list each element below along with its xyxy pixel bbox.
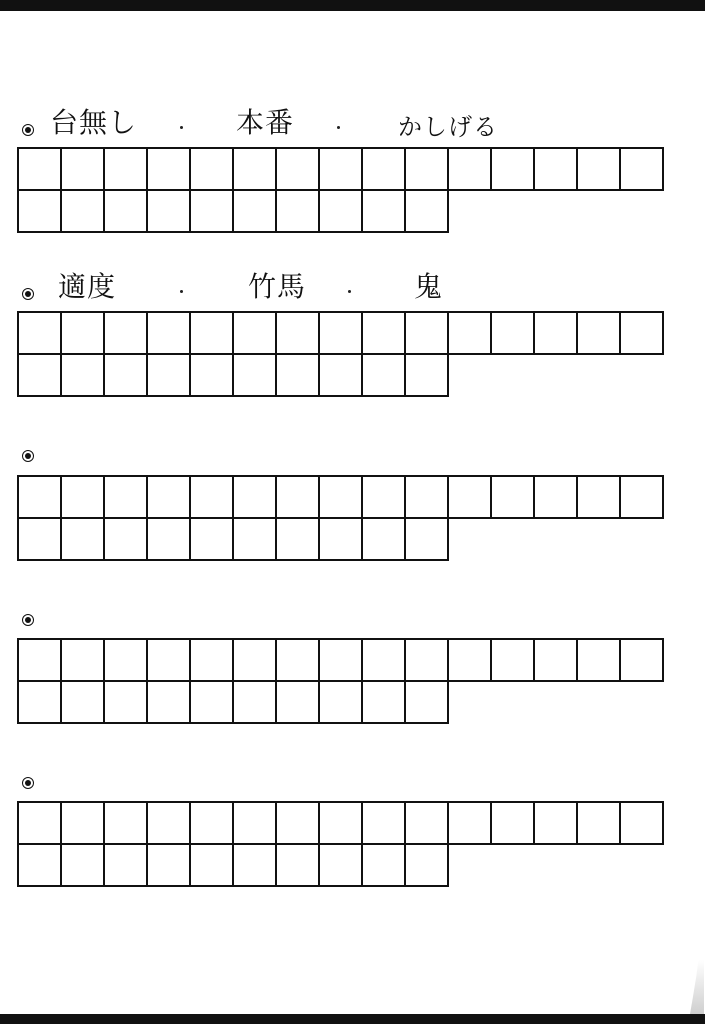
writing-cell[interactable] (363, 355, 406, 397)
writing-cell[interactable] (62, 313, 105, 355)
writing-cell[interactable] (535, 313, 578, 355)
writing-grid-row[interactable] (17, 843, 449, 887)
writing-cell[interactable] (277, 682, 320, 724)
writing-cell[interactable] (320, 477, 363, 519)
writing-cell[interactable] (105, 477, 148, 519)
writing-cell[interactable] (320, 355, 363, 397)
writing-cell[interactable] (320, 682, 363, 724)
writing-cell[interactable] (621, 640, 664, 682)
writing-cell[interactable] (621, 313, 664, 355)
writing-cell[interactable] (234, 640, 277, 682)
writing-cell[interactable] (19, 519, 62, 561)
bullet-icon (22, 450, 34, 462)
writing-cell[interactable] (105, 640, 148, 682)
writing-cell[interactable] (578, 803, 621, 845)
writing-cell[interactable] (105, 803, 148, 845)
writing-cell[interactable] (191, 682, 234, 724)
word-prompt: 本番 (236, 106, 295, 139)
writing-cell[interactable] (19, 682, 62, 724)
writing-cell[interactable] (62, 803, 105, 845)
writing-cell[interactable] (578, 313, 621, 355)
writing-cell[interactable] (234, 519, 277, 561)
writing-cell[interactable] (62, 519, 105, 561)
writing-cell[interactable] (191, 355, 234, 397)
writing-cell[interactable] (406, 519, 449, 561)
bullet-icon (22, 288, 34, 300)
writing-cell[interactable] (320, 149, 363, 191)
word-prompt: かしげる (398, 113, 498, 141)
scan-bottom-edge (0, 1014, 705, 1024)
writing-cell[interactable] (320, 803, 363, 845)
writing-cell[interactable] (234, 803, 277, 845)
writing-cell[interactable] (105, 682, 148, 724)
writing-cell[interactable] (105, 313, 148, 355)
writing-cell[interactable] (148, 313, 191, 355)
writing-cell[interactable] (535, 640, 578, 682)
writing-cell[interactable] (277, 477, 320, 519)
writing-cell[interactable] (621, 149, 664, 191)
writing-cell[interactable] (621, 477, 664, 519)
bullet-icon (22, 777, 34, 789)
writing-cell[interactable] (191, 519, 234, 561)
writing-cell[interactable] (449, 477, 492, 519)
writing-grid-row[interactable] (17, 311, 664, 355)
writing-cell[interactable] (62, 149, 105, 191)
writing-cell[interactable] (234, 845, 277, 887)
writing-cell[interactable] (277, 149, 320, 191)
writing-cell[interactable] (234, 149, 277, 191)
writing-grid-row[interactable] (17, 353, 449, 397)
word-prompt: 適度 (58, 270, 117, 303)
writing-cell[interactable] (191, 640, 234, 682)
writing-grid-row[interactable] (17, 147, 664, 191)
writing-cell[interactable] (277, 845, 320, 887)
bullet-icon (22, 124, 34, 136)
writing-cell[interactable] (363, 191, 406, 233)
writing-cell[interactable] (191, 845, 234, 887)
writing-cell[interactable] (62, 845, 105, 887)
writing-cell[interactable] (148, 149, 191, 191)
writing-grid-row[interactable] (17, 189, 449, 233)
writing-cell[interactable] (105, 519, 148, 561)
writing-cell[interactable] (492, 149, 535, 191)
writing-cell[interactable] (105, 355, 148, 397)
writing-cell[interactable] (191, 313, 234, 355)
writing-cell[interactable] (234, 682, 277, 724)
writing-cell[interactable] (19, 477, 62, 519)
writing-cell[interactable] (148, 477, 191, 519)
page-curl-shadow (690, 960, 704, 1014)
writing-cell[interactable] (148, 803, 191, 845)
word-prompt: 台無し (50, 106, 138, 139)
writing-cell[interactable] (191, 477, 234, 519)
writing-cell[interactable] (19, 640, 62, 682)
writing-cell[interactable] (62, 682, 105, 724)
writing-cell[interactable] (406, 640, 449, 682)
writing-cell[interactable] (406, 803, 449, 845)
scan-top-edge (0, 0, 705, 11)
writing-cell[interactable] (535, 477, 578, 519)
writing-cell[interactable] (320, 640, 363, 682)
writing-cell[interactable] (234, 191, 277, 233)
writing-cell[interactable] (449, 149, 492, 191)
writing-cell[interactable] (449, 640, 492, 682)
writing-cell[interactable] (449, 313, 492, 355)
writing-cell[interactable] (363, 313, 406, 355)
writing-cell[interactable] (19, 313, 62, 355)
writing-cell[interactable] (191, 191, 234, 233)
writing-grid-row[interactable] (17, 801, 664, 845)
writing-grid-row[interactable] (17, 680, 449, 724)
writing-cell[interactable] (277, 191, 320, 233)
writing-cell[interactable] (19, 149, 62, 191)
writing-cell[interactable] (105, 191, 148, 233)
writing-cell[interactable] (19, 355, 62, 397)
writing-cell[interactable] (234, 313, 277, 355)
writing-cell[interactable] (19, 845, 62, 887)
separator-dot (348, 290, 351, 293)
writing-cell[interactable] (148, 682, 191, 724)
writing-cell[interactable] (277, 313, 320, 355)
writing-cell[interactable] (406, 355, 449, 397)
writing-cell[interactable] (406, 477, 449, 519)
writing-cell[interactable] (363, 477, 406, 519)
writing-cell[interactable] (234, 477, 277, 519)
writing-cell[interactable] (578, 477, 621, 519)
writing-cell[interactable] (62, 640, 105, 682)
writing-grid-row[interactable] (17, 517, 449, 561)
writing-cell[interactable] (19, 803, 62, 845)
writing-cell[interactable] (406, 313, 449, 355)
writing-grid-row[interactable] (17, 638, 664, 682)
writing-cell[interactable] (320, 519, 363, 561)
writing-cell[interactable] (492, 803, 535, 845)
writing-cell[interactable] (535, 149, 578, 191)
word-prompt: 鬼 (414, 270, 444, 303)
writing-cell[interactable] (363, 682, 406, 724)
writing-cell[interactable] (363, 803, 406, 845)
writing-cell[interactable] (62, 355, 105, 397)
writing-cell[interactable] (363, 149, 406, 191)
writing-cell[interactable] (406, 845, 449, 887)
writing-cell[interactable] (578, 640, 621, 682)
writing-cell[interactable] (492, 640, 535, 682)
writing-cell[interactable] (191, 149, 234, 191)
word-prompt: 竹馬 (248, 270, 307, 303)
separator-dot (180, 290, 183, 293)
writing-cell[interactable] (449, 803, 492, 845)
writing-cell[interactable] (363, 519, 406, 561)
writing-cell[interactable] (62, 477, 105, 519)
writing-cell[interactable] (406, 682, 449, 724)
writing-cell[interactable] (277, 640, 320, 682)
writing-cell[interactable] (320, 845, 363, 887)
writing-cell[interactable] (320, 313, 363, 355)
writing-cell[interactable] (148, 845, 191, 887)
writing-cell[interactable] (277, 803, 320, 845)
writing-cell[interactable] (406, 149, 449, 191)
writing-cell[interactable] (621, 803, 664, 845)
writing-cell[interactable] (363, 640, 406, 682)
writing-grid-row[interactable] (17, 475, 664, 519)
writing-cell[interactable] (19, 191, 62, 233)
writing-cell[interactable] (148, 191, 191, 233)
writing-cell[interactable] (363, 845, 406, 887)
writing-cell[interactable] (148, 519, 191, 561)
writing-cell[interactable] (148, 640, 191, 682)
writing-cell[interactable] (105, 845, 148, 887)
writing-cell[interactable] (492, 313, 535, 355)
writing-cell[interactable] (492, 477, 535, 519)
writing-cell[interactable] (406, 191, 449, 233)
separator-dot (337, 126, 340, 129)
separator-dot (180, 126, 183, 129)
writing-cell[interactable] (62, 191, 105, 233)
writing-cell[interactable] (277, 519, 320, 561)
bullet-icon (22, 614, 34, 626)
writing-cell[interactable] (148, 355, 191, 397)
writing-cell[interactable] (535, 803, 578, 845)
writing-cell[interactable] (578, 149, 621, 191)
writing-cell[interactable] (320, 191, 363, 233)
writing-cell[interactable] (234, 355, 277, 397)
writing-cell[interactable] (105, 149, 148, 191)
writing-cell[interactable] (191, 803, 234, 845)
writing-cell[interactable] (277, 355, 320, 397)
